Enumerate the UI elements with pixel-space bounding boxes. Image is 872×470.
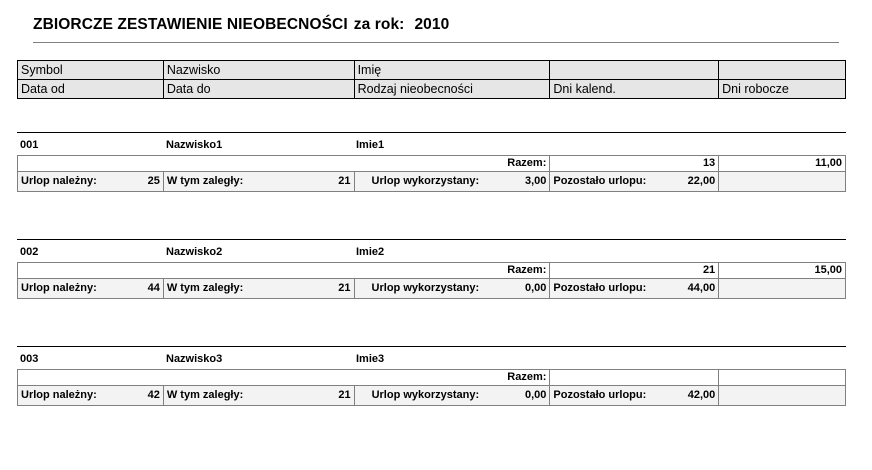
leave-due-value: 42 (147, 389, 160, 401)
header-surname: Nazwisko (163, 61, 354, 80)
total-working-days (719, 370, 846, 386)
leave-due-cell (18, 279, 164, 299)
total-calendar-days: 13 (550, 156, 719, 172)
leave-due-value: 44 (147, 282, 160, 294)
leave-used-value: 0,00 (524, 389, 547, 401)
employee-first-name: Imie3 (356, 353, 385, 365)
header-row-2 (18, 80, 846, 99)
leave-remaining-cell (550, 386, 719, 406)
leave-remaining-label: Pozostało urlopu: (553, 282, 647, 294)
empty-cell (719, 279, 846, 299)
total-row (18, 156, 846, 172)
overdue-value: 21 (338, 175, 351, 187)
report-title-text: ZBIORCZE ZESTAWIENIE NIEOBECNOŚCI (33, 16, 348, 33)
total-label: Razem: (18, 370, 550, 386)
overdue-label: W tym zaległy: (166, 389, 244, 401)
leave-used-cell (354, 279, 550, 299)
report-year: 2010 (414, 16, 450, 33)
leave-details-row (18, 386, 846, 406)
leave-used-value: 0,00 (524, 282, 547, 294)
total-row (18, 263, 846, 279)
employee-surname: Nazwisko3 (166, 353, 223, 365)
title-divider (33, 42, 839, 43)
employee-surname: Nazwisko2 (166, 246, 223, 258)
leave-remaining-label: Pozostało urlopu: (553, 389, 647, 401)
leave-due-cell (18, 386, 164, 406)
leave-remaining-value: 42,00 (687, 389, 716, 401)
header-working-days: Dni robocze (719, 80, 846, 99)
overdue-label: W tym zaległy: (166, 175, 244, 187)
employee-record (17, 239, 846, 299)
total-calendar-days: 21 (550, 263, 719, 279)
employee-name-row (17, 133, 846, 155)
total-label: Razem: (18, 263, 550, 279)
header-calendar-days: Dni kalend. (550, 80, 719, 99)
leave-due-label: Urlop należny: (21, 175, 97, 187)
leave-used-label: Urlop wykorzystany: (371, 389, 480, 401)
header-empty-1 (550, 61, 719, 80)
employee-summary-table (17, 155, 846, 192)
leave-remaining-label: Pozostało urlopu: (553, 175, 647, 187)
leave-remaining-value: 22,00 (687, 175, 716, 187)
leave-due-cell (18, 172, 164, 192)
header-date-to: Data do (163, 80, 354, 99)
header-absence-type: Rodzaj nieobecności (354, 80, 550, 99)
employee-name-row (17, 240, 846, 262)
leave-remaining-cell (550, 172, 719, 192)
overdue-cell (163, 386, 354, 406)
employee-symbol: 002 (20, 246, 39, 258)
header-first-name: Imię (354, 61, 550, 80)
header-symbol: Symbol (18, 61, 164, 80)
leave-details-row (18, 279, 846, 299)
column-header-table (17, 60, 846, 99)
empty-cell (719, 172, 846, 192)
total-row (18, 370, 846, 386)
leave-used-label: Urlop wykorzystany: (371, 282, 480, 294)
header-date-from: Data od (18, 80, 164, 99)
overdue-value: 21 (338, 389, 351, 401)
leave-due-label: Urlop należny: (21, 282, 97, 294)
empty-cell (719, 386, 846, 406)
leave-used-value: 3,00 (524, 175, 547, 187)
total-label: Razem: (18, 156, 550, 172)
report-year-label: za rok: (353, 16, 405, 33)
leave-details-row (18, 172, 846, 192)
overdue-cell (163, 279, 354, 299)
leave-used-cell (354, 386, 550, 406)
employee-symbol: 003 (20, 353, 39, 365)
leave-used-cell (354, 172, 550, 192)
overdue-label: W tym zaległy: (166, 282, 244, 294)
leave-used-label: Urlop wykorzystany: (371, 175, 480, 187)
leave-remaining-value: 44,00 (687, 282, 716, 294)
report-title (33, 16, 839, 34)
leave-due-label: Urlop należny: (21, 389, 97, 401)
header-row-1 (18, 61, 846, 80)
leave-due-value: 25 (147, 175, 160, 187)
employee-record (17, 346, 846, 406)
overdue-value: 21 (338, 282, 351, 294)
employee-record (17, 132, 846, 192)
report-title-block (33, 16, 839, 43)
employee-first-name: Imie1 (356, 139, 385, 151)
employee-summary-table (17, 369, 846, 406)
leave-remaining-cell (550, 279, 719, 299)
employee-symbol: 001 (20, 139, 39, 151)
header-empty-2 (719, 61, 846, 80)
total-calendar-days (550, 370, 719, 386)
employee-name-row (17, 347, 846, 369)
total-working-days: 15,00 (719, 263, 846, 279)
employee-summary-table (17, 262, 846, 299)
overdue-cell (163, 172, 354, 192)
employee-surname: Nazwisko1 (166, 139, 223, 151)
employee-first-name: Imie2 (356, 246, 385, 258)
total-working-days: 11,00 (719, 156, 846, 172)
